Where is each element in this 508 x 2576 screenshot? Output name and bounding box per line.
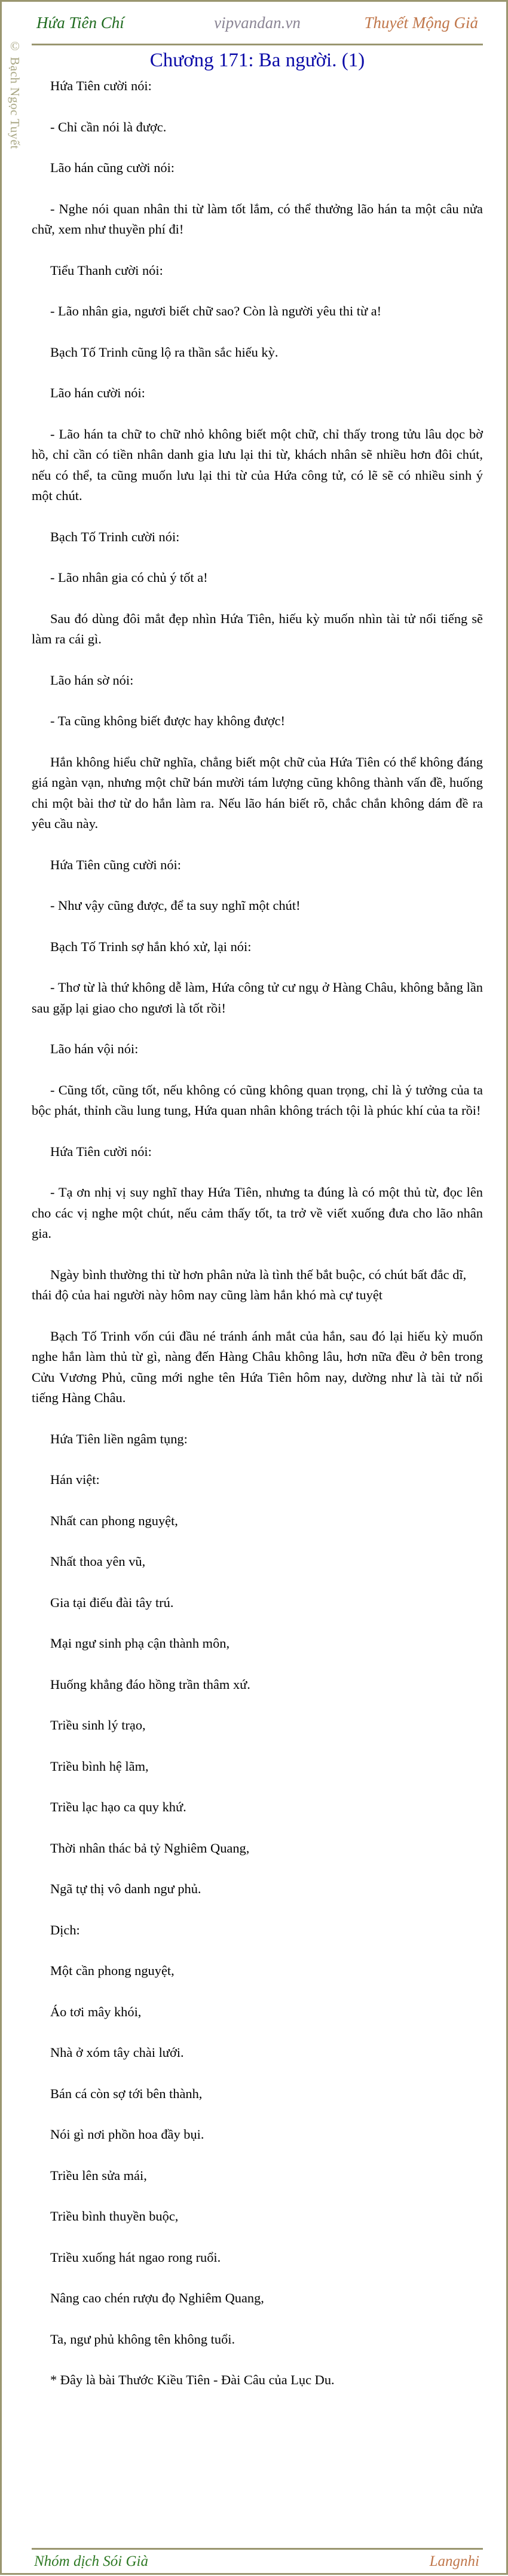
paragraph: Lão hán sờ nói: bbox=[50, 672, 134, 688]
poem-line: Triều xuống hát ngao rong ruổi. bbox=[50, 2249, 221, 2265]
poem-line: Áo tơi mây khói, bbox=[50, 2004, 142, 2019]
paragraph: - Nghe nói quan nhân thi từ làm tốt lắm, có thể thưởng lão hán ta một câu nửa chữ, xem như thuyền phí đi! bbox=[32, 201, 483, 237]
poem-line: Thời nhân thác bả tỷ Nghiêm Quang, bbox=[50, 1840, 250, 1856]
page-footer bbox=[32, 2548, 483, 2576]
poem-line: Mại ngư sinh phạ cận thành môn, bbox=[50, 1636, 230, 1651]
paragraph: Bạch Tố Trinh vốn cúi đầu né tránh ánh mắt của hắn, sau đó lại hiếu kỳ muốn nghe hắn làm thủ từ gì, nàng đến Hàng Châu không lâu, hơn nữa đều ở bên trong Cửu Vương Phủ, cũng mới nghe tên Hứa Tiên hôm nay, dường như là tài tử nổi tiếng Hàng Châu. bbox=[32, 1328, 483, 1405]
footnote: * Đây là bài Thước Kiều Tiên - Đài Câu của Lục Du. bbox=[50, 2372, 335, 2387]
paragraph: - Lão hán ta chữ to chữ nhỏ không biết một chữ, chỉ thấy trong tửu lâu dọc bờ hồ, chỉ cần có tiền nhân danh gia lưu lại thi từ, khách nhân sẽ nhiều hơn đôi chút, nếu có thể, ta cũng muốn lưu lại thi từ của Hứa công tử, có lẽ sẽ có nhiều sinh ý một chút. bbox=[32, 426, 483, 503]
paragraph: Tiểu Thanh cười nói: bbox=[50, 262, 163, 278]
paragraph: - Tạ ơn nhị vị suy nghĩ thay Hứa Tiên, nhưng ta đúng là có một thủ từ, đọc lên cho các vị nghe một chút, nếu cảm thấy tốt, ta trở về viết xuống đưa cho lão nhân gia. bbox=[32, 1185, 483, 1241]
paragraph: Hứa Tiên cũng cười nói: bbox=[50, 857, 181, 872]
copyright-watermark: © Bạch Ngọc Tuyết bbox=[8, 39, 22, 149]
paragraph: Lão hán cũng cười nói: bbox=[50, 160, 175, 175]
poem-line: Triều bình thuyền buộc, bbox=[50, 2209, 179, 2224]
poem-line: Một cần phong nguyệt, bbox=[50, 1963, 175, 1978]
author-name: Thuyết Mộng Giả bbox=[364, 14, 478, 32]
translation-group: Nhóm dịch Sói Già bbox=[34, 2553, 148, 2569]
paragraph: - Lão nhân gia có chủ ý tốt a! bbox=[50, 570, 208, 585]
paragraph: Hắn không hiểu chữ nghĩa, chẳng biết một chữ của Hứa Tiên có thể không đáng giá ngàn vạn, nhưng một chữ bán mười tám lượng cũng không thành vấn đề, huống chi một bài thơ từ do hắn làm ra. Nếu lão hán biết rõ, chắc chắn không dám đề ra yêu cầu này. bbox=[32, 754, 483, 831]
poem-line: Ngã tự thị vô danh ngư phủ. bbox=[50, 1881, 201, 1896]
paragraph: Bạch Tố Trinh cũng lộ ra thần sắc hiếu kỳ. bbox=[50, 344, 279, 360]
poem-line: Nói gì nơi phồn hoa đầy bụi. bbox=[50, 2127, 204, 2142]
paragraph: - Lão nhân gia, ngươi biết chữ sao? Còn là người yêu thi từ a! bbox=[50, 303, 382, 318]
poem-line: Nhất can phong nguyệt, bbox=[50, 1513, 178, 1528]
page-header bbox=[32, 5, 483, 45]
poem-line: Nhất thoa yên vũ, bbox=[50, 1554, 146, 1569]
paragraph: - Ta cũng không biết được hay không được! bbox=[50, 713, 285, 728]
chapter-title: Chương 171: Ba người. (1) bbox=[149, 50, 365, 71]
poem-line: Triều sinh lý trạo, bbox=[50, 1718, 146, 1732]
paragraph: - Chỉ cần nói là được. bbox=[50, 119, 167, 134]
poem-heading-translation: Dịch: bbox=[50, 1922, 80, 1937]
poem-line: Triều bình hệ lãm, bbox=[50, 1758, 149, 1774]
paragraph: Lão hán cười nói: bbox=[50, 385, 145, 400]
paragraph: Sau đó dùng đôi mắt đẹp nhìn Hứa Tiên, hiếu kỳ muốn nhìn tài tử nổi tiếng sẽ làm ra cái gì. bbox=[32, 611, 483, 646]
paragraph: - Cũng tốt, cũng tốt, nếu không có cũng không quan trọng, chỉ là ý tưởng của ta bộc phát, thỉnh cầu lung tung, Hứa quan nhân không trách tội là phúc khí của ta rồi! bbox=[32, 1082, 483, 1118]
paragraph: Hứa Tiên cười nói: bbox=[50, 1143, 152, 1159]
poem-line: Nhà ở xóm tây chài lưới. bbox=[50, 2045, 184, 2060]
poem-line: Huống khẳng đáo hồng trần thâm xứ. bbox=[50, 1676, 250, 1692]
paragraph: Hứa Tiên liền ngâm tụng: bbox=[50, 1431, 188, 1446]
paragraph: Ngày bình thường thi từ hơn phân nửa là tình thế bắt buộc, có chút bất đắc dĩ, thái độ của hai người này hôm nay cũng làm hắn khó mà cự tuyệt bbox=[32, 1266, 467, 1302]
paragraph: Bạch Tố Trinh cười nói: bbox=[50, 529, 180, 544]
paragraph: - Như vậy cũng được, để ta suy nghĩ một chút! bbox=[50, 898, 301, 913]
poem-line: Nâng cao chén rượu đọ Nghiêm Quang, bbox=[50, 2290, 264, 2305]
site-name: vipvandan.vn bbox=[214, 14, 301, 32]
book-title: Hứa Tiên Chí bbox=[36, 14, 124, 32]
poem-line: Ta, ngư phủ không tên không tuổi. bbox=[50, 2331, 235, 2347]
poem-line: Gia tại điếu đài tây trú. bbox=[50, 1594, 174, 1610]
chapter-content bbox=[32, 76, 483, 2411]
paragraph: Bạch Tố Trinh sợ hắn khó xử, lại nói: bbox=[50, 939, 252, 954]
poem-line: Triều lạc hạo ca quy khứ. bbox=[50, 1799, 186, 1814]
poem-line: Bán cá còn sợ tới bên thành, bbox=[50, 2086, 203, 2101]
paragraph: Hứa Tiên cười nói: bbox=[50, 78, 152, 93]
paragraph: Lão hán vội nói: bbox=[50, 1041, 139, 1056]
poem-heading-hanviet: Hán việt: bbox=[50, 1472, 100, 1487]
translator-name: Langnhi bbox=[429, 2553, 479, 2569]
poem-line: Triều lên sửa mái, bbox=[50, 2167, 147, 2183]
paragraph: - Thơ từ là thứ không dễ làm, Hứa công tử cư ngụ ở Hàng Châu, không bằng lần sau gặp lại giao cho ngươi là tốt rồi! bbox=[32, 980, 483, 1016]
